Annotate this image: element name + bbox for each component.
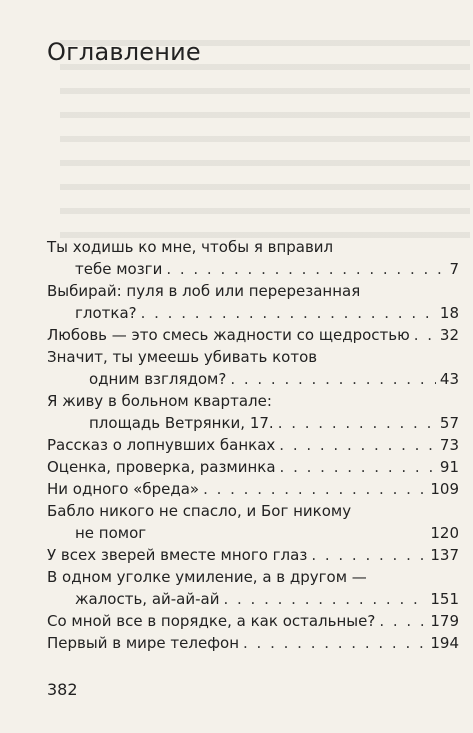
toc-page-number: 109 (430, 480, 459, 498)
toc-entry-title: У всех зверей вместе много глаз (47, 546, 308, 564)
leader-dots (278, 412, 436, 434)
toc-entry[interactable] (47, 544, 459, 566)
toc-entry-title: Выбирай: пуля в лоб или перерезанная (47, 282, 361, 300)
toc-entry[interactable] (47, 434, 459, 456)
toc-entry[interactable] (47, 346, 459, 390)
page-title: Оглавление (47, 38, 201, 66)
toc-page-number: 73 (439, 436, 459, 454)
leader-dots (203, 478, 426, 500)
toc-page-number: 43 (439, 370, 459, 388)
toc-entry[interactable] (47, 478, 459, 500)
leader-dots (141, 302, 436, 324)
toc-page-number: 7 (449, 260, 459, 278)
leader-dots (379, 610, 426, 632)
toc-entry-title: Со мной все в порядке, а как остальные? (47, 612, 376, 630)
toc-entry[interactable] (47, 280, 459, 324)
toc-entry[interactable] (47, 500, 459, 544)
toc-entry[interactable] (47, 324, 459, 346)
leader-dots (166, 258, 445, 280)
leader-dots (311, 544, 426, 566)
toc-page-number: 179 (430, 612, 459, 630)
toc-entry[interactable] (47, 236, 459, 280)
toc-entry-title: Рассказ о лопнувших банках (47, 436, 276, 454)
toc-entry-title: Первый в мире телефон (47, 634, 240, 652)
toc-entry-title: Ты ходишь ко мне, чтобы я вправил (47, 238, 334, 256)
page-number: 382 (47, 680, 78, 699)
leader-dots (280, 456, 436, 478)
toc-entry-title-cont: глотка? (75, 304, 137, 322)
leader-dots (279, 434, 436, 456)
toc-entry-title: Значит, ты умеешь убивать котов (47, 348, 318, 366)
toc-entry[interactable] (47, 456, 459, 478)
show-through-text (60, 40, 470, 240)
toc-entry[interactable] (47, 390, 459, 434)
toc-entry-title-cont: жалость, ай-ай-ай (75, 590, 220, 608)
leader-dots (414, 324, 436, 346)
toc-entry-title: Я живу в больном квартале: (47, 392, 272, 410)
toc-entry-title-cont: не помог (75, 524, 147, 542)
leader-dots (223, 588, 426, 610)
toc-entry[interactable] (47, 610, 459, 632)
toc-entry-title-cont: тебе мозги (75, 260, 163, 278)
toc-entry-title: Оценка, проверка, разминка (47, 458, 276, 476)
toc-entry-title-cont: одним взглядом? (89, 370, 227, 388)
toc-entry[interactable] (47, 566, 459, 610)
leader-dots (243, 632, 426, 654)
toc-page-number: 32 (439, 326, 459, 344)
toc-page-number: 137 (430, 546, 459, 564)
table-of-contents (47, 236, 459, 654)
toc-page-number: 194 (430, 634, 459, 652)
toc-page-number: 151 (430, 590, 459, 608)
toc-page-number: 91 (439, 458, 459, 476)
toc-entry-title: В одном уголке умиление, а в другом — (47, 568, 367, 586)
toc-page-number: 18 (439, 304, 459, 322)
leader-dots (230, 368, 436, 390)
toc-entry-title: Ни одного «бреда» (47, 480, 200, 498)
toc-entry[interactable] (47, 632, 459, 654)
toc-page-number: 57 (439, 414, 459, 432)
toc-entry-title: Бабло никого не спасло, и Бог никому (47, 502, 352, 520)
toc-page-number: 120 (430, 524, 459, 542)
toc-entry-title-cont: площадь Ветрянки, 17. (89, 414, 274, 432)
toc-entry-title: Любовь — это смесь жадности со щедростью (47, 326, 410, 344)
